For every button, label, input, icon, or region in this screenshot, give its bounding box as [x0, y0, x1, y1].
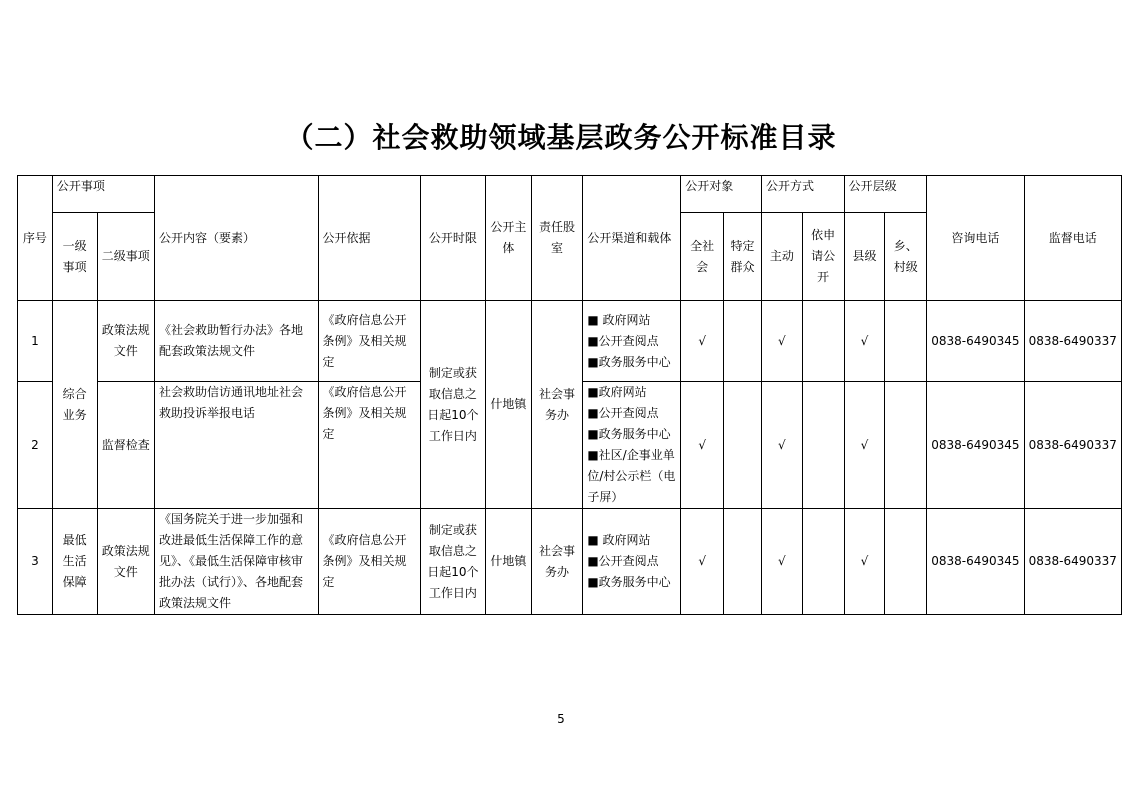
row-time-limit: 制定或获取信息之日起10个工作日内 [420, 301, 485, 509]
table-row [18, 301, 1122, 382]
row-seq: 1 [18, 301, 53, 382]
header-level-county: 县级 [844, 213, 885, 301]
page-title: （二）社会救助领域基层政务公开标准目录 [285, 121, 837, 154]
row-consult-phone: 0838-6490345 [927, 382, 1024, 509]
row-consult-phone: 0838-6490345 [927, 509, 1024, 615]
header-method-active: 主动 [761, 213, 802, 301]
row-level1: 综合业务 [52, 301, 97, 509]
row-level2: 政策法规文件 [97, 301, 155, 382]
header-method-request: 依申请公开 [802, 213, 844, 301]
header-item-group: 公开事项 [52, 176, 154, 213]
row-level-county: √ [844, 382, 885, 509]
channel-item: ■ 政府网站 [587, 312, 651, 327]
header-supervise-phone: 监督电话 [1024, 176, 1121, 301]
row-content: 《社会救助暂行办法》各地配套政策法规文件 [155, 301, 318, 382]
row-time-limit: 制定或获取信息之日起10个工作日内 [420, 509, 485, 615]
row-supervise-phone: 0838-6490337 [1024, 301, 1121, 382]
row-method-active: √ [761, 509, 802, 615]
row-method-request [802, 509, 844, 615]
row-dept: 社会事务办 [531, 301, 583, 509]
header-level: 公开层级 [844, 176, 927, 213]
row-seq: 3 [18, 509, 53, 615]
row-method-active: √ [761, 301, 802, 382]
row-method-active: √ [761, 382, 802, 509]
row-target-specific [724, 301, 762, 382]
channel-item: ■政务服务中心 [587, 427, 671, 441]
table-row [18, 509, 1122, 615]
row-content: 《国务院关于进一步加强和改进最低生活保障工作的意见》、《最低生活保障审核审批办法（试行）》、各地配套政策法规文件 [155, 509, 318, 615]
row-channels [583, 382, 681, 509]
row-level2: 监督检查 [97, 382, 155, 509]
channel-item: ■公开查阅点 [587, 333, 659, 348]
row-dept: 社会事务办 [531, 509, 583, 615]
row-target-specific [724, 382, 762, 509]
row-method-request [802, 301, 844, 382]
row-level-county: √ [844, 509, 885, 615]
header-seq: 序号 [18, 176, 53, 301]
channel-item: ■公开查阅点 [587, 406, 659, 420]
row-channels [583, 301, 681, 382]
row-consult-phone: 0838-6490345 [927, 301, 1024, 382]
row-method-request [802, 382, 844, 509]
row-target-all: √ [681, 301, 724, 382]
channel-item: ■政务服务中心 [587, 354, 671, 369]
row-level1: 最低生活保障 [52, 509, 97, 615]
row-supervise-phone: 0838-6490337 [1024, 382, 1121, 509]
header-level2: 二级事项 [97, 213, 155, 301]
channel-item: ■政务服务中心 [587, 575, 671, 589]
header-target-all: 全社会 [681, 213, 724, 301]
row-basis: 《政府信息公开条例》及相关规定 [318, 509, 420, 615]
row-basis: 《政府信息公开条例》及相关规定 [318, 301, 420, 382]
row-target-all: √ [681, 509, 724, 615]
header-channel: 公开渠道和载体 [583, 176, 681, 301]
channel-item: ■社区/企事业单位/村公示栏（电子屏） [587, 448, 676, 504]
channel-item: ■政府网站 [587, 385, 647, 399]
header-subject: 公开主体 [486, 176, 532, 301]
row-supervise-phone: 0838-6490337 [1024, 509, 1121, 615]
channel-item: ■ 政府网站 [587, 533, 651, 547]
row-seq: 2 [18, 382, 53, 509]
row-level-town [885, 382, 927, 509]
header-consult-phone: 咨询电话 [927, 176, 1024, 301]
row-content: 社会救助信访通讯地址社会救助投诉举报电话 [155, 382, 318, 509]
row-level-county: √ [844, 301, 885, 382]
row-channels [583, 509, 681, 615]
row-target-all: √ [681, 382, 724, 509]
row-basis: 《政府信息公开条例》及相关规定 [318, 382, 420, 509]
row-level-town [885, 509, 927, 615]
row-level2: 政策法规文件 [97, 509, 155, 615]
header-dept: 责任股室 [531, 176, 583, 301]
channel-item: ■公开查阅点 [587, 554, 659, 568]
row-subject: 什地镇 [486, 509, 532, 615]
header-level1: 一级事项 [52, 213, 97, 301]
header-row-1 [18, 176, 1122, 213]
page-number: 5 [557, 712, 565, 726]
row-target-specific [724, 509, 762, 615]
header-target: 公开对象 [681, 176, 762, 213]
header-level-town: 乡、村级 [885, 213, 927, 301]
header-method: 公开方式 [761, 176, 844, 213]
row-subject: 什地镇 [486, 301, 532, 509]
header-time-limit: 公开时限 [420, 176, 485, 301]
header-content: 公开内容（要素） [155, 176, 318, 301]
header-basis: 公开依据 [318, 176, 420, 301]
row-level-town [885, 301, 927, 382]
header-target-specific: 特定群众 [724, 213, 762, 301]
disclosure-directory-table [17, 175, 1122, 615]
